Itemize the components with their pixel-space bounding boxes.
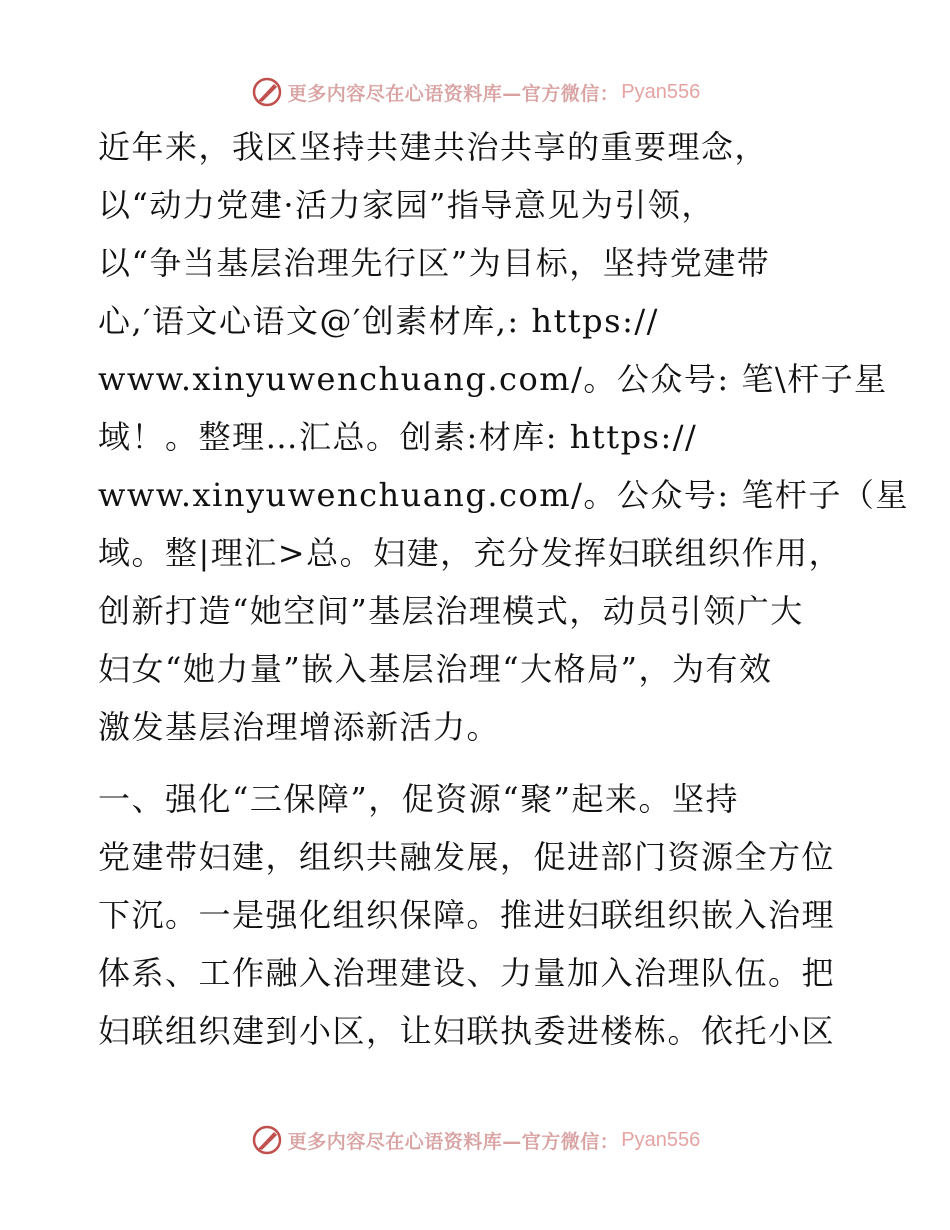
paragraph bbox=[98, 770, 850, 1060]
text-line: 以“争当基层治理先行区”为目标，坚持党建带 bbox=[98, 244, 771, 282]
watermark-wechat-id: Pyan556 bbox=[621, 80, 701, 103]
quill-pen-circle-icon bbox=[250, 75, 284, 109]
text-line: 心,′语文心语文@′创素材库,: https:// bbox=[98, 302, 659, 340]
quill-pen-circle-icon bbox=[250, 1123, 284, 1157]
text-line: 激发基层治理增添新活力。 bbox=[98, 708, 501, 746]
text-line: www.xinyuwenchuang.com/。公众号: 笔杆子（星 bbox=[98, 476, 909, 514]
text-line: 下沉。一是强化组织保障。推进妇联组织嵌入治理 bbox=[98, 896, 836, 934]
text-line: 体系、工作融入治理建设、力量加入治理队伍。把 bbox=[98, 954, 836, 992]
text-line: 妇女“她力量”嵌入基层治理“大格局”，为有效 bbox=[98, 650, 773, 688]
text-line: 域。整|理汇>总。妇建，充分发挥妇联组织作用， bbox=[98, 534, 843, 572]
watermark-text: 更多内容尽在心语资料库—官方微信： bbox=[287, 1130, 620, 1153]
text-line: 以“动力党建·活力家园”指导意见为引领， bbox=[98, 186, 715, 224]
text-line: 创新打造“她空间”基层治理模式，动员引领广大 bbox=[98, 592, 804, 630]
text-line: www.xinyuwenchuang.com/。公众号: 笔\杆子星 bbox=[98, 360, 888, 398]
text-line: 党建带妇建，组织共融发展，促进部门资源全方位 bbox=[98, 838, 836, 876]
watermark-text: 更多内容尽在心语资料库—官方微信： bbox=[287, 82, 620, 105]
footer-watermark bbox=[0, 1120, 950, 1160]
header-watermark bbox=[0, 72, 950, 112]
watermark-wechat-id: Pyan556 bbox=[621, 1128, 701, 1151]
document-body bbox=[98, 118, 909, 1060]
text-line: 近年来，我区坚持共建共治共享的重要理念， bbox=[98, 128, 769, 166]
text-line: 妇联组织建到小区，让妇联执委进楼栋。依托小区 bbox=[98, 1012, 836, 1050]
text-line: 一、强化“三保障”，促资源“聚”起来。坚持 bbox=[98, 780, 739, 818]
text-line: 域！。整理…汇总。创素:材库: https:// bbox=[98, 418, 698, 456]
paragraph bbox=[98, 118, 909, 756]
